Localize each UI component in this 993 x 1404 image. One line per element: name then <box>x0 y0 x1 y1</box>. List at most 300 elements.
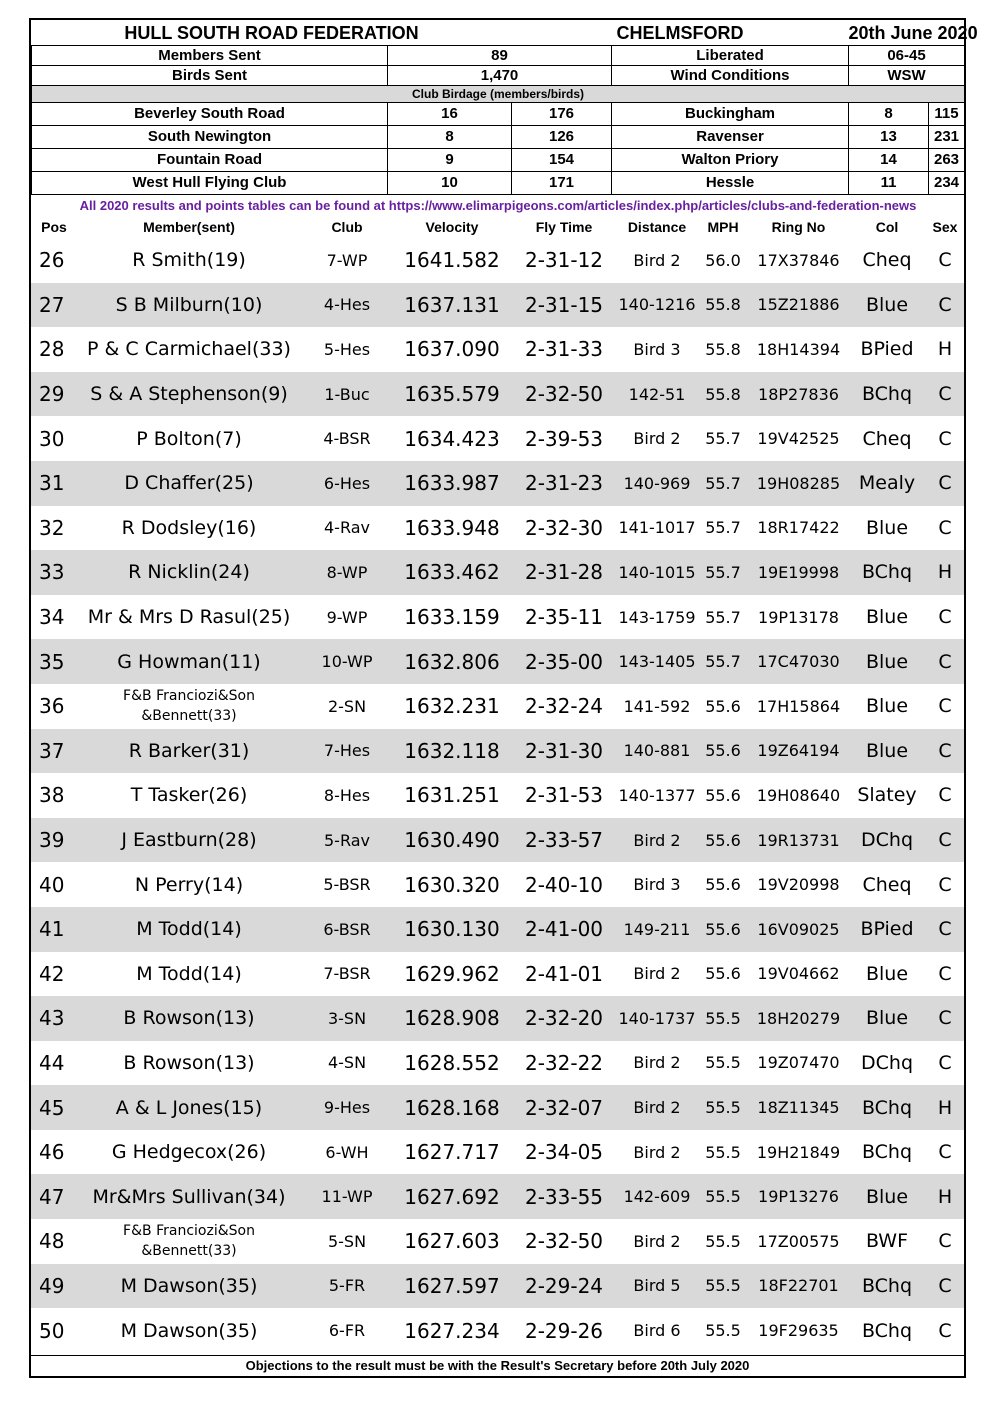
table-row <box>31 550 964 595</box>
table-row <box>31 1041 964 1086</box>
result-colour: Blue <box>848 729 926 774</box>
result-fly-time: 2-31-15 <box>511 283 617 328</box>
col-header-pos: Pos <box>41 219 67 235</box>
result-mph: 55.5 <box>697 1264 749 1309</box>
result-pos: 28 <box>39 337 65 362</box>
result-pos: 43 <box>31 996 77 1041</box>
result-ring-no: 19H21849 <box>756 1142 841 1162</box>
result-pos: 30 <box>39 426 65 451</box>
result-mph: 55.6 <box>705 875 741 895</box>
result-club: 9-Hes <box>301 1085 393 1130</box>
result-ring-no: 19E19998 <box>749 550 848 595</box>
result-colour: BChq <box>848 372 926 417</box>
table-row <box>31 1085 964 1130</box>
result-distance: 142-51 <box>617 372 697 417</box>
result-sheet <box>29 18 978 1378</box>
table-row <box>31 773 964 818</box>
club-name: Hessle <box>612 172 849 195</box>
result-colour: Blue <box>848 639 926 684</box>
club-name: Ravenser <box>612 126 849 149</box>
result-pos: 32 <box>39 515 65 540</box>
result-ring-no: 19V04662 <box>757 964 840 984</box>
result-pos: 41 <box>31 907 77 952</box>
club-name: Buckingham <box>612 103 849 126</box>
result-club: 8-Hes <box>323 785 371 805</box>
table-row <box>31 684 964 729</box>
result-member: N Perry(14) <box>134 873 244 896</box>
col-header-mph: MPH <box>707 219 739 235</box>
result-member: B Rowson(13) <box>77 996 301 1041</box>
result-mph: 55.5 <box>697 1174 749 1219</box>
result-ring-no: 18Z11345 <box>749 1085 848 1130</box>
result-colour: BChq <box>848 550 926 595</box>
club-birdage-row <box>32 172 965 195</box>
result-distance: 141-592 <box>623 696 691 716</box>
result-mph: 55.7 <box>697 461 749 506</box>
result-distance: 142-609 <box>617 1174 697 1219</box>
result-member: M Dawson(35) <box>120 1319 258 1342</box>
club-birds: 171 <box>512 172 612 195</box>
result-club: 6-BSR <box>301 907 393 952</box>
result-fly-time: 2-29-24 <box>511 1264 617 1309</box>
result-fly-time: 2-32-50 <box>524 1229 604 1254</box>
results-link[interactable]: All 2020 results and points tables can be found at https://www.elimarpigeons.com/articles/index.php/articles/clubs-and-federation-news <box>79 197 917 213</box>
result-velocity: 1641.582 <box>404 248 500 273</box>
result-pos: 45 <box>31 1085 77 1130</box>
result-ring-no: 19H08285 <box>749 461 848 506</box>
result-colour: BChq <box>848 1264 926 1309</box>
result-club: 4-BSR <box>323 429 371 449</box>
result-ring-no: 17C47030 <box>749 639 848 684</box>
result-ring-no: 18P27836 <box>749 372 848 417</box>
result-colour: Blue <box>865 695 909 718</box>
col-header-club: Club <box>331 219 363 235</box>
result-colour: Blue <box>865 516 909 539</box>
result-colour: Cheq <box>862 427 912 450</box>
result-member: R Dodsley(16) <box>121 516 257 539</box>
result-distance: 140-881 <box>617 729 697 774</box>
table-row <box>31 818 964 863</box>
result-distance: 140-969 <box>617 461 697 506</box>
result-club: 5-FR <box>301 1264 393 1309</box>
result-club: 7-WP <box>326 250 368 270</box>
race-date: 20th June 2020 <box>848 22 978 43</box>
club-members: 14 <box>849 149 929 172</box>
result-fly-time: 2-32-30 <box>524 515 604 540</box>
race-header <box>31 20 978 216</box>
result-velocity: 1633.159 <box>404 605 500 630</box>
result-fly-time: 2-31-33 <box>524 337 604 362</box>
result-sex: C <box>938 1319 952 1342</box>
col-header-fly-time: Fly Time <box>535 219 593 235</box>
result-mph: 55.8 <box>697 283 749 328</box>
result-mph: 55.5 <box>697 1085 749 1130</box>
result-sex: C <box>926 729 964 774</box>
result-pos: 31 <box>31 461 77 506</box>
result-colour: BPied <box>848 907 926 952</box>
result-ring-no: 19P13276 <box>749 1174 848 1219</box>
result-pos: 33 <box>31 550 77 595</box>
club-birds: 234 <box>929 172 965 195</box>
result-colour: BChq <box>861 1141 913 1164</box>
result-club: 5-Hes <box>323 339 371 359</box>
club-members: 9 <box>388 149 512 172</box>
result-colour: Blue <box>865 606 909 629</box>
result-velocity: 1634.423 <box>404 426 500 451</box>
result-member: S & A Stephenson(9) <box>77 372 301 417</box>
result-velocity: 1633.987 <box>393 461 511 506</box>
result-club: 6-Hes <box>301 461 393 506</box>
result-colour: Cheq <box>862 249 912 272</box>
result-fly-time: 2-32-24 <box>524 694 604 719</box>
result-colour: Cheq <box>862 873 912 896</box>
result-velocity: 1631.251 <box>404 783 500 808</box>
result-sex: C <box>938 1230 952 1253</box>
result-sex: C <box>938 427 952 450</box>
club-birds: 231 <box>929 126 965 149</box>
result-colour: BWF <box>865 1230 909 1253</box>
result-velocity: 1628.908 <box>393 996 511 1041</box>
col-header-col: Col <box>875 219 899 235</box>
club-members: 8 <box>388 126 512 149</box>
club-name: Fountain Road <box>32 149 388 172</box>
result-velocity: 1627.597 <box>393 1264 511 1309</box>
club-members: 8 <box>849 103 929 126</box>
liberated-value: 06-45 <box>849 46 965 66</box>
result-ring-no: 19F29635 <box>758 1321 839 1341</box>
result-ring-no: 18H14394 <box>756 339 841 359</box>
result-pos: 47 <box>31 1174 77 1219</box>
club-birds: 176 <box>512 103 612 126</box>
result-fly-time: 2-41-01 <box>524 961 604 986</box>
result-sex: C <box>938 784 952 807</box>
result-distance: Bird 6 <box>633 1321 681 1341</box>
club-members: 16 <box>388 103 512 126</box>
result-pos: 49 <box>31 1264 77 1309</box>
result-colour: BChq <box>861 1319 913 1342</box>
result-club: 9-WP <box>326 607 368 627</box>
result-fly-time: 2-31-12 <box>524 248 604 273</box>
result-member: M Todd(14) <box>77 907 301 952</box>
result-member: R Nicklin(24) <box>77 550 301 595</box>
result-velocity: 1633.948 <box>404 515 500 540</box>
result-sex: H <box>937 338 953 361</box>
club-name: South Newington <box>32 126 388 149</box>
result-colour: DChq <box>861 1051 913 1074</box>
result-sex: H <box>926 1085 964 1130</box>
result-colour: Blue <box>848 1174 926 1219</box>
result-sex: H <box>926 550 964 595</box>
col-header-member: Member(sent) <box>143 219 235 235</box>
table-row <box>31 862 964 907</box>
result-member: F&B Franciozi&Son &Bennett(33) <box>123 1223 255 1260</box>
result-fly-time: 2-41-00 <box>511 907 617 952</box>
result-colour: BChq <box>848 1085 926 1130</box>
result-fly-time: 2-33-57 <box>511 818 617 863</box>
result-club: 5-SN <box>327 1231 367 1251</box>
result-distance: 143-1759 <box>618 607 696 627</box>
result-distance: Bird 3 <box>633 875 681 895</box>
result-distance: Bird 2 <box>633 250 681 270</box>
result-sex: C <box>938 249 952 272</box>
result-member: A & L Jones(15) <box>77 1085 301 1130</box>
table-row <box>31 1130 964 1175</box>
result-mph: 55.8 <box>705 339 741 359</box>
result-sex: C <box>926 907 964 952</box>
club-members: 13 <box>849 126 929 149</box>
result-member: Mr&Mrs Sullivan(34) <box>77 1174 301 1219</box>
result-fly-time: 2-32-07 <box>511 1085 617 1130</box>
club-name: Beverley South Road <box>32 103 388 126</box>
result-club: 3-SN <box>301 996 393 1041</box>
table-row <box>31 372 964 417</box>
result-club: 4-Hes <box>301 283 393 328</box>
result-distance: 140-1737 <box>617 996 697 1041</box>
result-sex: C <box>926 283 964 328</box>
result-mph: 56.0 <box>705 250 741 270</box>
table-row <box>31 595 964 640</box>
result-mph: 55.6 <box>697 729 749 774</box>
club-birds: 154 <box>512 149 612 172</box>
result-pos: 46 <box>39 1140 65 1165</box>
result-distance: 149-211 <box>617 907 697 952</box>
table-row <box>31 327 964 372</box>
result-club: 10-WP <box>301 639 393 684</box>
col-header-sex: Sex <box>932 219 958 235</box>
table-row <box>31 1174 964 1219</box>
result-colour: Blue <box>848 996 926 1041</box>
result-club: 7-BSR <box>323 964 371 984</box>
result-distance: Bird 5 <box>617 1264 697 1309</box>
members-sent-label: Members Sent <box>32 46 388 66</box>
results-header-row <box>31 216 964 238</box>
result-club: 5-Rav <box>301 818 393 863</box>
result-pos: 48 <box>39 1229 65 1254</box>
objections-footer: Objections to the result must be with the Result's Secretary before 20th July 2020 <box>31 1355 964 1376</box>
result-pos: 38 <box>39 783 65 808</box>
result-member: Mr & Mrs D Rasul(25) <box>87 606 291 629</box>
table-row <box>31 238 964 283</box>
result-fly-time: 2-32-22 <box>524 1050 604 1075</box>
table-row <box>31 283 964 328</box>
results-table <box>31 216 964 1353</box>
result-ring-no: 18R17422 <box>757 518 840 538</box>
result-fly-time: 2-31-28 <box>511 550 617 595</box>
table-row <box>31 461 964 506</box>
result-fly-time: 2-31-30 <box>511 729 617 774</box>
result-mph: 55.5 <box>705 1321 741 1341</box>
result-distance: Bird 2 <box>633 429 681 449</box>
result-colour: Slatey <box>857 784 917 807</box>
liberated-label: Liberated <box>612 46 849 66</box>
table-row <box>31 952 964 997</box>
result-ring-no: 19Z07470 <box>757 1053 840 1073</box>
result-club: 2-SN <box>327 696 367 716</box>
result-pos: 27 <box>31 283 77 328</box>
result-velocity: 1632.806 <box>393 639 511 684</box>
result-mph: 55.5 <box>697 996 749 1041</box>
result-mph: 55.6 <box>705 964 741 984</box>
result-sex: C <box>926 1264 964 1309</box>
result-ring-no: 19Z64194 <box>749 729 848 774</box>
result-velocity: 1630.490 <box>393 818 511 863</box>
result-club: 4-SN <box>327 1053 367 1073</box>
result-fly-time: 2-39-53 <box>524 426 604 451</box>
result-ring-no: 19V42525 <box>757 429 840 449</box>
result-club: 1-Buc <box>301 372 393 417</box>
result-sex: H <box>926 1174 964 1219</box>
result-colour: Mealy <box>848 461 926 506</box>
result-ring-no: 16V09025 <box>749 907 848 952</box>
club-birdage-row <box>32 103 965 126</box>
table-row <box>31 996 964 1041</box>
federation-title: HULL SOUTH ROAD FEDERATION <box>124 22 419 43</box>
result-distance: 140-1377 <box>618 785 696 805</box>
club-birdage-label: Club Birdage (members/birds) <box>32 86 965 103</box>
result-mph: 55.7 <box>705 607 741 627</box>
result-mph: 55.5 <box>705 1053 741 1073</box>
result-velocity: 1637.090 <box>404 337 500 362</box>
result-sex: C <box>938 962 952 985</box>
result-member: D Chaffer(25) <box>77 461 301 506</box>
result-distance: Bird 3 <box>633 339 681 359</box>
result-member: P & C Carmichael(33) <box>87 338 291 361</box>
result-mph: 55.7 <box>697 639 749 684</box>
table-row <box>31 1308 964 1353</box>
col-header-velocity: Velocity <box>425 219 479 235</box>
result-velocity: 1627.717 <box>404 1140 500 1165</box>
result-fly-time: 2-33-55 <box>511 1174 617 1219</box>
result-ring-no: 18H20279 <box>749 996 848 1041</box>
result-pos: 50 <box>39 1318 65 1343</box>
result-sex: C <box>926 372 964 417</box>
result-velocity: 1632.118 <box>393 729 511 774</box>
result-member: R Smith(19) <box>132 249 246 272</box>
col-header-ring: Ring No <box>771 219 826 235</box>
col-header-distance: Distance <box>627 219 687 235</box>
result-club: 8-WP <box>301 550 393 595</box>
table-row <box>31 1219 964 1264</box>
result-sex: C <box>926 639 964 684</box>
result-club: 5-BSR <box>323 875 371 895</box>
result-sex: C <box>938 606 952 629</box>
result-mph: 55.5 <box>705 1142 741 1162</box>
table-row <box>31 729 964 774</box>
result-distance: Bird 2 <box>617 1085 697 1130</box>
result-distance: 141-1017 <box>618 518 696 538</box>
result-velocity: 1627.234 <box>404 1318 500 1343</box>
result-velocity: 1628.552 <box>404 1050 500 1075</box>
result-ring-no: 19H08640 <box>756 785 841 805</box>
result-pos: 29 <box>31 372 77 417</box>
table-row <box>31 506 964 551</box>
result-member: R Barker(31) <box>77 729 301 774</box>
result-distance: Bird 2 <box>617 818 697 863</box>
result-member: T Tasker(26) <box>130 784 248 807</box>
result-mph: 55.5 <box>705 1231 741 1251</box>
result-mph: 55.8 <box>697 372 749 417</box>
result-pos: 36 <box>39 694 65 719</box>
result-ring-no: 17H15864 <box>756 696 841 716</box>
result-club: 4-Rav <box>324 518 370 538</box>
result-club: 6-FR <box>328 1321 366 1341</box>
result-member: S B Milburn(10) <box>77 283 301 328</box>
result-distance: 140-1015 <box>617 550 697 595</box>
results-body <box>31 238 964 1353</box>
result-member: G Hedgecox(26) <box>111 1141 267 1164</box>
result-colour: DChq <box>848 818 926 863</box>
result-distance: Bird 2 <box>633 1231 681 1251</box>
result-mph: 55.6 <box>705 785 741 805</box>
result-pos: 35 <box>31 639 77 684</box>
result-mph: 55.7 <box>697 550 749 595</box>
result-mph: 55.6 <box>697 907 749 952</box>
club-name: West Hull Flying Club <box>32 172 388 195</box>
result-fly-time: 2-32-20 <box>511 996 617 1041</box>
result-ring-no: 19R13731 <box>749 818 848 863</box>
race-point: CHELMSFORD <box>616 22 744 43</box>
result-mph: 55.6 <box>697 818 749 863</box>
result-ring-no: 18F22701 <box>749 1264 848 1309</box>
result-sex: C <box>938 1051 952 1074</box>
result-distance: Bird 2 <box>633 964 681 984</box>
table-row <box>31 639 964 684</box>
result-pos: 40 <box>39 872 65 897</box>
result-velocity: 1627.603 <box>404 1229 500 1254</box>
club-birds: 126 <box>512 126 612 149</box>
result-fly-time: 2-35-00 <box>511 639 617 684</box>
result-distance: 143-1405 <box>617 639 697 684</box>
result-ring-no: 19V20998 <box>757 875 840 895</box>
wind-value: WSW <box>849 66 965 86</box>
result-member: G Howman(11) <box>77 639 301 684</box>
members-sent-value: 89 <box>388 46 612 66</box>
result-club: 11-WP <box>301 1174 393 1219</box>
table-row <box>31 416 964 461</box>
club-birds: 115 <box>929 103 965 126</box>
result-velocity: 1628.168 <box>393 1085 511 1130</box>
result-sex: C <box>926 818 964 863</box>
result-pos: 44 <box>39 1050 65 1075</box>
club-birds: 263 <box>929 149 965 172</box>
result-distance: 140-1216 <box>617 283 697 328</box>
result-mph: 55.7 <box>705 429 741 449</box>
result-fly-time: 2-31-53 <box>524 783 604 808</box>
result-ring-no: 15Z21886 <box>749 283 848 328</box>
result-sex: C <box>938 873 952 896</box>
result-member: F&B Franciozi&Son &Bennett(33) <box>123 688 255 725</box>
result-fly-time: 2-32-50 <box>511 372 617 417</box>
result-mph: 55.6 <box>705 696 741 716</box>
club-name: Walton Priory <box>612 149 849 172</box>
result-pos: 34 <box>39 605 65 630</box>
result-sex: C <box>938 516 952 539</box>
result-sex: C <box>926 461 964 506</box>
result-pos: 42 <box>39 961 65 986</box>
result-member: P Bolton(7) <box>136 427 242 450</box>
result-sex: C <box>938 695 952 718</box>
table-row <box>31 907 964 952</box>
result-velocity: 1632.231 <box>404 694 500 719</box>
result-velocity: 1637.131 <box>393 283 511 328</box>
result-member: M Dawson(35) <box>77 1264 301 1309</box>
result-pos: 39 <box>31 818 77 863</box>
result-velocity: 1629.962 <box>404 961 500 986</box>
result-fly-time: 2-29-26 <box>524 1318 604 1343</box>
club-birdage-row <box>32 149 965 172</box>
result-member: M Todd(14) <box>136 962 242 985</box>
result-fly-time: 2-31-23 <box>511 461 617 506</box>
